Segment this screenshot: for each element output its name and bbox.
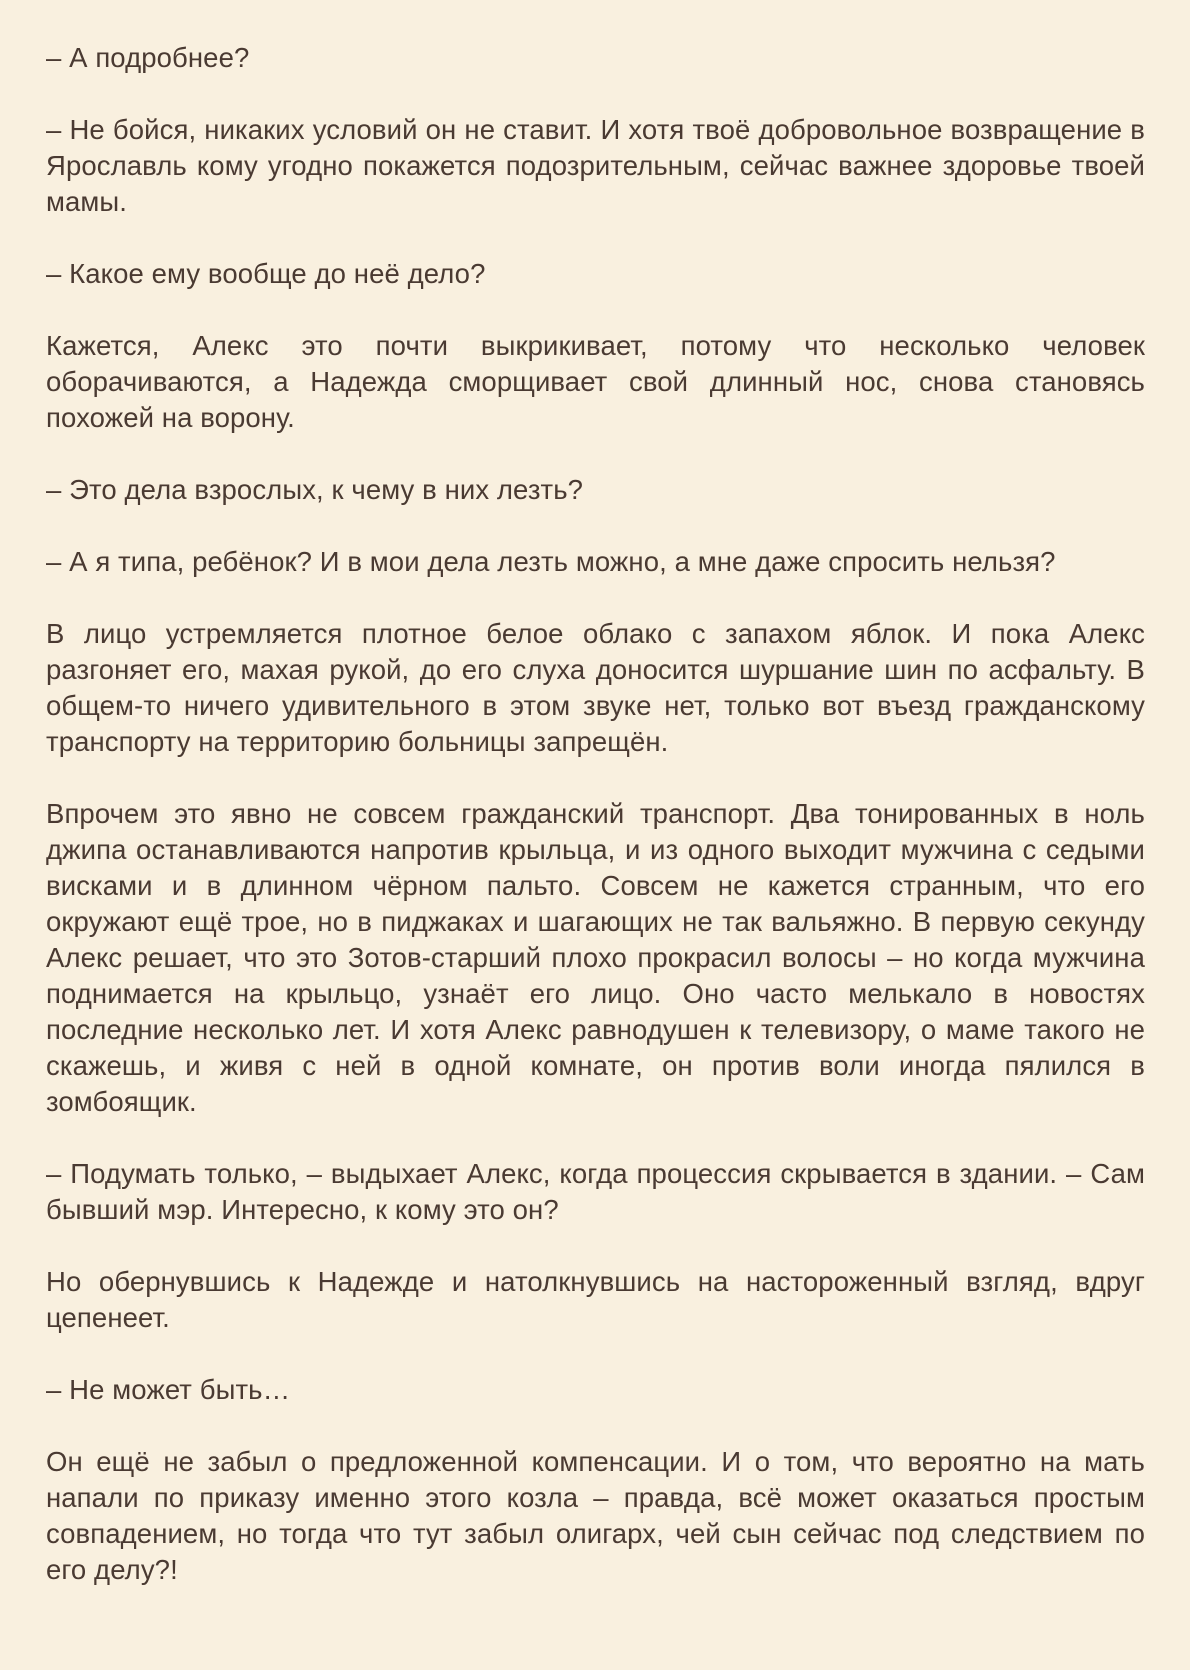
paragraph-4: Кажется, Алекс это почти выкрикивает, потому что несколько человек оборачиваются, а Надежда сморщивает свой длинный нос, снова становясь похожей на ворону. bbox=[46, 330, 1145, 433]
paragraph-5: – Это дела взрослых, к чему в них лезть? bbox=[46, 474, 584, 505]
paragraph-1: – А подробнее? bbox=[46, 42, 250, 73]
paragraph-8: Впрочем это явно не совсем гражданский транспорт. Два тонированных в ноль джипа останавливаются напротив крыльца, и из одного выходит мужчина с седыми висками и в длинном чёрном пальто. Совсем не кажется странным, что его окружают ещё трое, но в пиджаках и шагающих не так вальяжно. В первую секунду Алекс решает, что это Зотов-старший плохо прокрасил волосы – но когда мужчина поднимается на крыльцо, узнаёт его лицо. Оно часто мелькало в новостях последние несколько лет. И хотя Алекс равнодушен к телевизору, о маме такого не скажешь, и живя с ней в одной комнате, он против воли иногда пялился в зомбоящик. bbox=[46, 798, 1145, 1117]
paragraph-12: Он ещё не забыл о предложенной компенсации. И о том, что вероятно на мать напали по приказу именно этого козла – правда, всё может оказаться простым совпадением, но тогда что тут забыл олигарх, чей сын сейчас под следствием по его делу?! bbox=[46, 1446, 1145, 1585]
paragraph-7: В лицо устремляется плотное белое облако с запахом яблок. И пока Алекс разгоняет его, махая рукой, до его слуха доносится шуршание шин по асфальту. В общем-то ничего удивительного в этом звуке нет, только вот въезд гражданскому транспорту на территорию больницы запрещён. bbox=[46, 618, 1145, 757]
paragraph-10: Но обернувшись к Надежде и натолкнувшись на настороженный взгляд, вдруг цепенеет. bbox=[46, 1266, 1145, 1333]
paragraph-9: – Подумать только, – выдыхает Алекс, когда процессия скрывается в здании. – Сам бывший мэр. Интересно, к кому это он? bbox=[46, 1158, 1145, 1225]
paragraph-2: – Не бойся, никаких условий он не ставит. И хотя твоё добровольное возвращение в Ярославль кому угодно покажется подозрительным, сейчас важнее здоровье твоей мамы. bbox=[46, 114, 1145, 217]
paragraph-11: – Не может быть… bbox=[46, 1374, 291, 1405]
paragraph-6: – А я типа, ребёнок? И в мои дела лезть можно, а мне даже спросить нельзя? bbox=[46, 546, 1056, 577]
paragraph-3: – Какое ему вообще до неё дело? bbox=[46, 258, 486, 289]
